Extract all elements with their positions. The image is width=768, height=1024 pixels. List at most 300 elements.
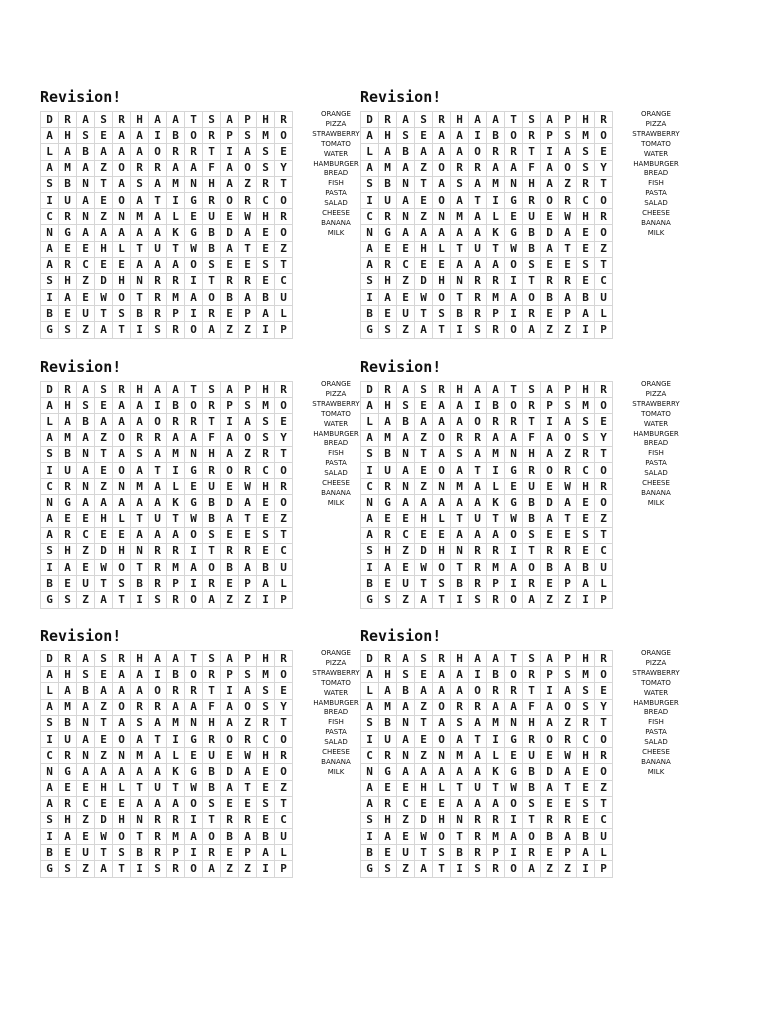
grid-cell: A bbox=[361, 398, 379, 414]
grid-cell: I bbox=[469, 128, 487, 144]
grid-cell: H bbox=[59, 812, 77, 828]
grid-cell: A bbox=[559, 225, 577, 241]
grid-cell: A bbox=[131, 128, 149, 144]
grid-cell: A bbox=[559, 290, 577, 306]
grid-row bbox=[361, 780, 613, 796]
word-list bbox=[310, 110, 362, 239]
word-list-item: PASTA bbox=[645, 189, 667, 198]
grid-cell: E bbox=[257, 764, 275, 780]
grid-cell: R bbox=[275, 651, 293, 667]
grid-cell: O bbox=[113, 160, 131, 176]
grid-cell: U bbox=[523, 479, 541, 495]
grid-cell: C bbox=[397, 257, 415, 273]
panel-title: Revision! bbox=[360, 627, 442, 645]
grid-cell: Z bbox=[415, 479, 433, 495]
grid-cell: B bbox=[523, 780, 541, 796]
grid-cell: N bbox=[131, 273, 149, 289]
grid-cell: B bbox=[379, 715, 397, 731]
grid-cell: S bbox=[577, 430, 595, 446]
grid-cell: Z bbox=[275, 241, 293, 257]
grid-cell: S bbox=[469, 322, 487, 338]
grid-cell: R bbox=[505, 144, 523, 160]
grid-row bbox=[361, 128, 613, 144]
grid-cell: I bbox=[131, 322, 149, 338]
grid-cell: A bbox=[451, 398, 469, 414]
word-list-item: TOMATO bbox=[641, 409, 671, 418]
grid-cell: D bbox=[41, 112, 59, 128]
grid-cell: E bbox=[95, 462, 113, 478]
grid-cell: C bbox=[595, 812, 613, 828]
grid-cell: W bbox=[559, 748, 577, 764]
grid-cell: M bbox=[577, 667, 595, 683]
grid-cell: A bbox=[167, 651, 185, 667]
grid-cell: R bbox=[113, 112, 131, 128]
grid-cell: R bbox=[505, 683, 523, 699]
grid-cell: O bbox=[113, 192, 131, 208]
grid-cell: R bbox=[595, 382, 613, 398]
word-list-item: TOMATO bbox=[321, 409, 351, 418]
grid-cell: R bbox=[167, 861, 185, 877]
word-list-item: BANANA bbox=[641, 757, 671, 766]
grid-cell: A bbox=[451, 414, 469, 430]
grid-cell: P bbox=[239, 845, 257, 861]
grid-cell: W bbox=[185, 241, 203, 257]
grid-cell: Z bbox=[595, 241, 613, 257]
grid-cell: L bbox=[487, 479, 505, 495]
grid-cell: E bbox=[59, 780, 77, 796]
grid-cell: H bbox=[113, 543, 131, 559]
grid-cell: C bbox=[41, 209, 59, 225]
grid-cell: O bbox=[185, 796, 203, 812]
word-list bbox=[630, 110, 682, 239]
word-list-item: PIZZA bbox=[325, 389, 347, 398]
grid-cell: B bbox=[221, 290, 239, 306]
grid-cell: T bbox=[451, 560, 469, 576]
grid-cell: G bbox=[185, 731, 203, 747]
grid-cell: I bbox=[577, 592, 595, 608]
grid-cell: R bbox=[379, 257, 397, 273]
grid-cell: R bbox=[595, 479, 613, 495]
grid-cell: S bbox=[559, 398, 577, 414]
grid-cell: S bbox=[257, 527, 275, 543]
grid-cell: T bbox=[203, 144, 221, 160]
grid-cell: S bbox=[77, 128, 95, 144]
grid-cell: B bbox=[221, 829, 239, 845]
grid-cell: M bbox=[487, 829, 505, 845]
grid-cell: T bbox=[451, 511, 469, 527]
grid-cell: A bbox=[433, 176, 451, 192]
grid-cell: S bbox=[577, 160, 595, 176]
grid-cell: A bbox=[113, 414, 131, 430]
grid-cell: H bbox=[59, 128, 77, 144]
grid-cell: I bbox=[469, 667, 487, 683]
grid-cell: O bbox=[185, 257, 203, 273]
grid-cell: A bbox=[131, 144, 149, 160]
grid-row bbox=[41, 192, 293, 208]
grid-cell: S bbox=[113, 576, 131, 592]
grid-cell: I bbox=[185, 845, 203, 861]
grid-cell: A bbox=[541, 112, 559, 128]
grid-cell: A bbox=[149, 112, 167, 128]
grid-cell: S bbox=[523, 382, 541, 398]
grid-cell: R bbox=[203, 576, 221, 592]
grid-cell: A bbox=[379, 560, 397, 576]
grid-row bbox=[361, 144, 613, 160]
grid-cell: R bbox=[275, 112, 293, 128]
grid-cell: I bbox=[185, 306, 203, 322]
grid-cell: G bbox=[505, 495, 523, 511]
grid-cell: H bbox=[379, 128, 397, 144]
grid-cell: O bbox=[523, 829, 541, 845]
grid-cell: M bbox=[167, 829, 185, 845]
grid-cell: A bbox=[469, 176, 487, 192]
grid-cell: I bbox=[257, 322, 275, 338]
grid-cell: S bbox=[361, 715, 379, 731]
grid-cell: A bbox=[149, 651, 167, 667]
grid-cell: U bbox=[595, 290, 613, 306]
grid-row bbox=[41, 511, 293, 527]
grid-cell: P bbox=[559, 576, 577, 592]
grid-cell: H bbox=[379, 543, 397, 559]
grid-cell: S bbox=[41, 176, 59, 192]
grid-cell: A bbox=[433, 667, 451, 683]
grid-cell: H bbox=[523, 715, 541, 731]
grid-cell: C bbox=[275, 812, 293, 828]
grid-cell: Z bbox=[77, 861, 95, 877]
grid-cell: E bbox=[379, 306, 397, 322]
grid-cell: B bbox=[541, 560, 559, 576]
grid-cell: S bbox=[149, 322, 167, 338]
grid-cell: A bbox=[433, 446, 451, 462]
word-list-item: STRAWBERRY bbox=[312, 129, 360, 138]
grid-cell: U bbox=[77, 845, 95, 861]
panel-title: Revision! bbox=[40, 88, 122, 106]
grid-cell: O bbox=[595, 128, 613, 144]
grid-cell: C bbox=[577, 731, 595, 747]
grid-cell: B bbox=[451, 576, 469, 592]
word-list-item: BREAD bbox=[643, 439, 669, 448]
grid-cell: Z bbox=[559, 446, 577, 462]
grid-cell: T bbox=[595, 796, 613, 812]
grid-cell: A bbox=[541, 241, 559, 257]
grid-cell: A bbox=[415, 144, 433, 160]
grid-cell: T bbox=[149, 462, 167, 478]
grid-cell: P bbox=[221, 667, 239, 683]
grid-cell: M bbox=[487, 290, 505, 306]
grid-cell: R bbox=[149, 699, 167, 715]
grid-cell: S bbox=[559, 667, 577, 683]
grid-cell: T bbox=[487, 780, 505, 796]
grid-cell: A bbox=[239, 225, 257, 241]
grid-cell: A bbox=[541, 699, 559, 715]
grid-cell: L bbox=[361, 414, 379, 430]
grid-cell: B bbox=[523, 764, 541, 780]
grid-cell: L bbox=[275, 306, 293, 322]
grid-cell: A bbox=[469, 495, 487, 511]
grid-cell: A bbox=[149, 495, 167, 511]
grid-cell: T bbox=[505, 112, 523, 128]
grid-cell: A bbox=[433, 398, 451, 414]
grid-cell: E bbox=[433, 257, 451, 273]
grid-cell: A bbox=[433, 144, 451, 160]
grid-cell: L bbox=[113, 241, 131, 257]
grid-cell: E bbox=[113, 796, 131, 812]
grid-cell: R bbox=[149, 306, 167, 322]
grid-cell: A bbox=[167, 699, 185, 715]
grid-cell: I bbox=[505, 306, 523, 322]
grid-cell: N bbox=[361, 225, 379, 241]
grid-row bbox=[361, 273, 613, 289]
grid-cell: T bbox=[203, 414, 221, 430]
grid-cell: N bbox=[113, 748, 131, 764]
grid-cell: A bbox=[469, 527, 487, 543]
grid-cell: H bbox=[451, 112, 469, 128]
grid-cell: B bbox=[41, 576, 59, 592]
grid-cell: T bbox=[203, 273, 221, 289]
grid-cell: A bbox=[95, 764, 113, 780]
grid-cell: R bbox=[59, 651, 77, 667]
grid-cell: N bbox=[451, 543, 469, 559]
grid-cell: Z bbox=[595, 511, 613, 527]
grid-cell: A bbox=[451, 667, 469, 683]
grid-cell: R bbox=[203, 462, 221, 478]
grid-cell: A bbox=[131, 527, 149, 543]
word-list bbox=[630, 380, 682, 509]
grid-cell: M bbox=[131, 479, 149, 495]
grid-cell: G bbox=[505, 764, 523, 780]
grid-cell: B bbox=[487, 667, 505, 683]
grid-cell: O bbox=[275, 398, 293, 414]
grid-cell: U bbox=[275, 560, 293, 576]
grid-cell: E bbox=[379, 576, 397, 592]
grid-cell: A bbox=[131, 764, 149, 780]
grid-cell: A bbox=[95, 322, 113, 338]
grid-cell: A bbox=[59, 144, 77, 160]
grid-cell: A bbox=[167, 257, 185, 273]
grid-cell: D bbox=[415, 273, 433, 289]
grid-cell: S bbox=[239, 398, 257, 414]
word-list-item: PASTA bbox=[645, 728, 667, 737]
grid-cell: S bbox=[415, 382, 433, 398]
grid-cell: A bbox=[203, 592, 221, 608]
grid-cell: E bbox=[95, 257, 113, 273]
grid-cell: S bbox=[59, 592, 77, 608]
grid-cell: O bbox=[185, 527, 203, 543]
grid-cell: R bbox=[523, 845, 541, 861]
grid-cell: O bbox=[559, 160, 577, 176]
grid-cell: H bbox=[577, 651, 595, 667]
grid-cell: T bbox=[95, 715, 113, 731]
grid-cell: R bbox=[203, 398, 221, 414]
word-list-item: CHEESE bbox=[322, 479, 350, 488]
grid-cell: A bbox=[469, 209, 487, 225]
grid-cell: A bbox=[541, 382, 559, 398]
grid-cell: S bbox=[113, 306, 131, 322]
word-list-item: TOMATO bbox=[321, 139, 351, 148]
grid-cell: B bbox=[131, 306, 149, 322]
grid-cell: O bbox=[275, 192, 293, 208]
grid-cell: P bbox=[595, 322, 613, 338]
grid-cell: N bbox=[505, 715, 523, 731]
grid-cell: S bbox=[257, 683, 275, 699]
panel-title: Revision! bbox=[360, 88, 442, 106]
grid-cell: D bbox=[361, 651, 379, 667]
grid-cell: Z bbox=[77, 273, 95, 289]
grid-cell: R bbox=[469, 845, 487, 861]
grid-cell: O bbox=[595, 731, 613, 747]
grid-cell: A bbox=[41, 667, 59, 683]
grid-cell: D bbox=[221, 225, 239, 241]
grid-cell: S bbox=[59, 861, 77, 877]
grid-cell: A bbox=[77, 430, 95, 446]
grid-cell: R bbox=[559, 273, 577, 289]
grid-cell: E bbox=[185, 209, 203, 225]
grid-cell: A bbox=[257, 845, 275, 861]
word-list-item: WATER bbox=[643, 419, 669, 428]
grid-row bbox=[41, 462, 293, 478]
grid-cell: A bbox=[149, 382, 167, 398]
grid-cell: C bbox=[41, 479, 59, 495]
grid-cell: W bbox=[95, 290, 113, 306]
grid-cell: A bbox=[77, 112, 95, 128]
grid-cell: H bbox=[95, 780, 113, 796]
grid-cell: H bbox=[59, 273, 77, 289]
grid-cell: P bbox=[239, 651, 257, 667]
grid-cell: O bbox=[433, 829, 451, 845]
grid-cell: T bbox=[95, 176, 113, 192]
grid-row bbox=[41, 160, 293, 176]
grid-cell: I bbox=[221, 683, 239, 699]
grid-row bbox=[361, 683, 613, 699]
grid-cell: A bbox=[487, 257, 505, 273]
grid-cell: I bbox=[541, 414, 559, 430]
grid-cell: E bbox=[95, 527, 113, 543]
grid-cell: O bbox=[469, 414, 487, 430]
grid-cell: H bbox=[577, 748, 595, 764]
grid-cell: N bbox=[433, 479, 451, 495]
grid-cell: R bbox=[559, 812, 577, 828]
grid-cell: O bbox=[559, 699, 577, 715]
grid-cell: A bbox=[221, 651, 239, 667]
grid-cell: R bbox=[487, 543, 505, 559]
grid-cell: E bbox=[59, 576, 77, 592]
grid-cell: R bbox=[239, 731, 257, 747]
grid-cell: Z bbox=[559, 322, 577, 338]
grid-cell: E bbox=[257, 543, 275, 559]
grid-cell: U bbox=[59, 462, 77, 478]
grid-cell: I bbox=[131, 861, 149, 877]
grid-cell: A bbox=[41, 780, 59, 796]
grid-cell: O bbox=[595, 225, 613, 241]
grid-cell: A bbox=[433, 225, 451, 241]
grid-cell: E bbox=[77, 829, 95, 845]
grid-cell: U bbox=[469, 780, 487, 796]
grid-cell: T bbox=[487, 241, 505, 257]
grid-cell: R bbox=[559, 462, 577, 478]
grid-cell: E bbox=[257, 511, 275, 527]
grid-row bbox=[361, 560, 613, 576]
grid-cell: A bbox=[505, 160, 523, 176]
grid-cell: K bbox=[167, 225, 185, 241]
grid-cell: R bbox=[59, 748, 77, 764]
grid-cell: S bbox=[203, 651, 221, 667]
grid-cell: E bbox=[257, 225, 275, 241]
grid-cell: E bbox=[77, 560, 95, 576]
grid-cell: N bbox=[41, 225, 59, 241]
grid-cell: H bbox=[523, 176, 541, 192]
grid-row bbox=[41, 829, 293, 845]
grid-cell: A bbox=[149, 764, 167, 780]
grid-row bbox=[41, 414, 293, 430]
grid-cell: E bbox=[397, 241, 415, 257]
grid-cell: B bbox=[397, 683, 415, 699]
word-list-item: STRAWBERRY bbox=[312, 399, 360, 408]
grid-cell: T bbox=[167, 780, 185, 796]
word-list-item: HAMBURGER bbox=[633, 429, 679, 438]
grid-cell: U bbox=[149, 241, 167, 257]
grid-cell: H bbox=[257, 209, 275, 225]
grid-cell: T bbox=[595, 257, 613, 273]
grid-cell: E bbox=[221, 576, 239, 592]
grid-cell: R bbox=[577, 446, 595, 462]
grid-cell: I bbox=[361, 290, 379, 306]
grid-cell: A bbox=[397, 651, 415, 667]
grid-cell: B bbox=[577, 829, 595, 845]
grid-cell: L bbox=[487, 748, 505, 764]
grid-cell: I bbox=[451, 592, 469, 608]
grid-cell: A bbox=[95, 683, 113, 699]
grid-cell: Z bbox=[95, 699, 113, 715]
grid-cell: B bbox=[131, 576, 149, 592]
grid-cell: O bbox=[505, 667, 523, 683]
grid-cell: T bbox=[185, 112, 203, 128]
grid-row bbox=[41, 764, 293, 780]
grid-cell: A bbox=[113, 128, 131, 144]
grid-cell: A bbox=[167, 527, 185, 543]
grid-row bbox=[41, 479, 293, 495]
grid-cell: R bbox=[487, 812, 505, 828]
grid-cell: R bbox=[469, 306, 487, 322]
grid-cell: E bbox=[397, 829, 415, 845]
grid-cell: A bbox=[541, 780, 559, 796]
grid-cell: A bbox=[95, 861, 113, 877]
grid-cell: F bbox=[523, 160, 541, 176]
grid-cell: B bbox=[361, 576, 379, 592]
grid-cell: P bbox=[221, 128, 239, 144]
grid-row bbox=[361, 667, 613, 683]
grid-cell: A bbox=[95, 495, 113, 511]
grid-cell: O bbox=[505, 398, 523, 414]
grid-cell: B bbox=[59, 715, 77, 731]
grid-cell: H bbox=[433, 273, 451, 289]
grid-cell: W bbox=[239, 209, 257, 225]
grid-cell: D bbox=[415, 812, 433, 828]
grid-cell: R bbox=[275, 748, 293, 764]
grid-cell: E bbox=[505, 748, 523, 764]
grid-row bbox=[361, 306, 613, 322]
grid-cell: N bbox=[131, 812, 149, 828]
grid-cell: A bbox=[397, 112, 415, 128]
grid-cell: E bbox=[415, 462, 433, 478]
grid-row bbox=[361, 209, 613, 225]
grid-cell: B bbox=[203, 511, 221, 527]
grid-cell: A bbox=[41, 241, 59, 257]
grid-cell: S bbox=[41, 446, 59, 462]
grid-cell: E bbox=[95, 398, 113, 414]
grid-cell: S bbox=[131, 446, 149, 462]
grid-cell: Z bbox=[77, 592, 95, 608]
word-list-item: ORANGE bbox=[641, 110, 671, 118]
